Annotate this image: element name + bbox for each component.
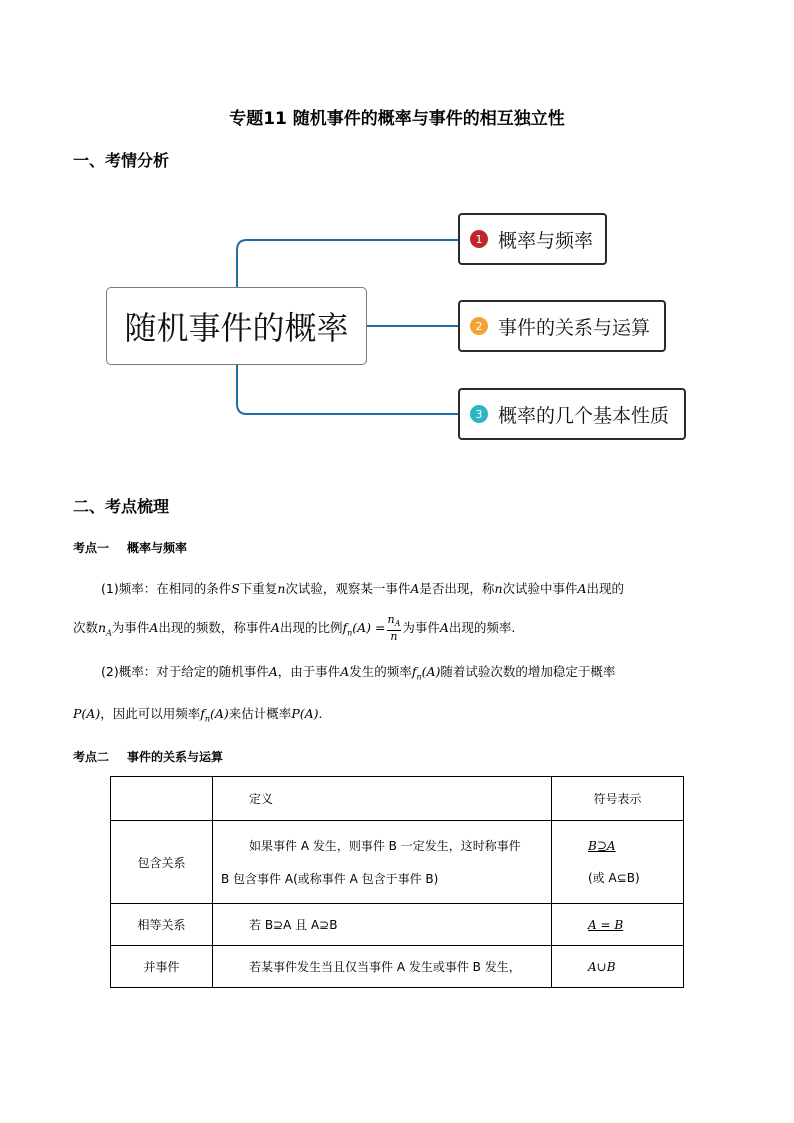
mindmap-center-node: 随机事件的概率 bbox=[106, 287, 367, 365]
table-header-row bbox=[111, 777, 684, 821]
point2-title: 事件的关系与运算 bbox=[127, 750, 224, 764]
relation-definition: 如果事件 A 发生，则事件 B 一定发生，这时称事件 B 包含事件 A(或称事件 A 包含于事件 B) bbox=[213, 821, 552, 904]
relation-name: 包含关系 bbox=[111, 821, 213, 904]
table-row bbox=[111, 904, 684, 946]
paragraph-frequency-1: (1)频率：在相同的条件S下重复n次试验，观察某一事件A是否出现，称n次试验中事件A出现的 bbox=[101, 581, 625, 596]
table-header-cell: 符号表示 bbox=[552, 777, 684, 821]
relation-name: 并事件 bbox=[111, 946, 213, 988]
relation-name: 相等关系 bbox=[111, 904, 213, 946]
number-2-badge-icon: 2 bbox=[470, 317, 488, 335]
fraction-nA-over-n: $\frac{n_A}{n}$ bbox=[387, 613, 401, 644]
paragraph-probability-1: (2)概率：对于给定的随机事件A，由于事件A发生的频率$f_n(A)$随着试验次数的增加稳定于概率 bbox=[101, 664, 616, 682]
mindmap-branch-1 bbox=[458, 213, 607, 265]
number-3-badge-icon: 3 bbox=[470, 405, 488, 423]
section-heading-points: 二、考点梳理 bbox=[73, 497, 170, 516]
table-row bbox=[111, 946, 684, 988]
point2-heading bbox=[73, 748, 223, 765]
branch-label: 事件的关系与运算 bbox=[498, 316, 651, 339]
point1-heading bbox=[73, 539, 187, 556]
mindmap-branch-3 bbox=[458, 388, 686, 440]
branch-label: 概率与频率 bbox=[498, 229, 594, 252]
table-header-cell bbox=[111, 777, 213, 821]
relation-symbol: B⊇A (或 A⊆B) bbox=[552, 821, 684, 904]
relation-symbol: A = B bbox=[552, 904, 684, 946]
paragraph-frequency-2: 次数$n_A$为事件A出现的频数，称事件A出现的比例$f_n(A)$ = $\frac{n_A}{n}$ 为事件A出现的频率. bbox=[73, 613, 516, 644]
table-header-cell: 定义 bbox=[213, 777, 552, 821]
mindmap-branch-2 bbox=[458, 300, 666, 352]
paragraph-probability-2: P(A)，因此可以用频率$f_n(A)$来估计概率P(A). bbox=[73, 706, 323, 724]
event-relations-table bbox=[110, 776, 684, 988]
table-row bbox=[111, 821, 684, 904]
relation-definition: 若某事件发生当且仅当事件 A 发生或事件 B 发生， bbox=[213, 946, 552, 988]
connector-line-1 bbox=[237, 240, 458, 287]
branch-label: 概率的几个基本性质 bbox=[498, 404, 670, 427]
connector-line-3 bbox=[237, 365, 458, 414]
document-title: 专题11 随机事件的概率与事件的相互独立性 bbox=[229, 109, 565, 129]
section-heading-analysis: 一、考情分析 bbox=[73, 151, 170, 170]
point1-number: 考点一 bbox=[73, 541, 110, 555]
relation-symbol: A∪B bbox=[552, 946, 684, 988]
point1-title: 概率与频率 bbox=[127, 541, 188, 555]
number-1-badge-icon: 1 bbox=[470, 230, 488, 248]
point2-number: 考点二 bbox=[73, 750, 110, 764]
relation-definition: 若 B⊇A 且 A⊇B bbox=[213, 904, 552, 946]
